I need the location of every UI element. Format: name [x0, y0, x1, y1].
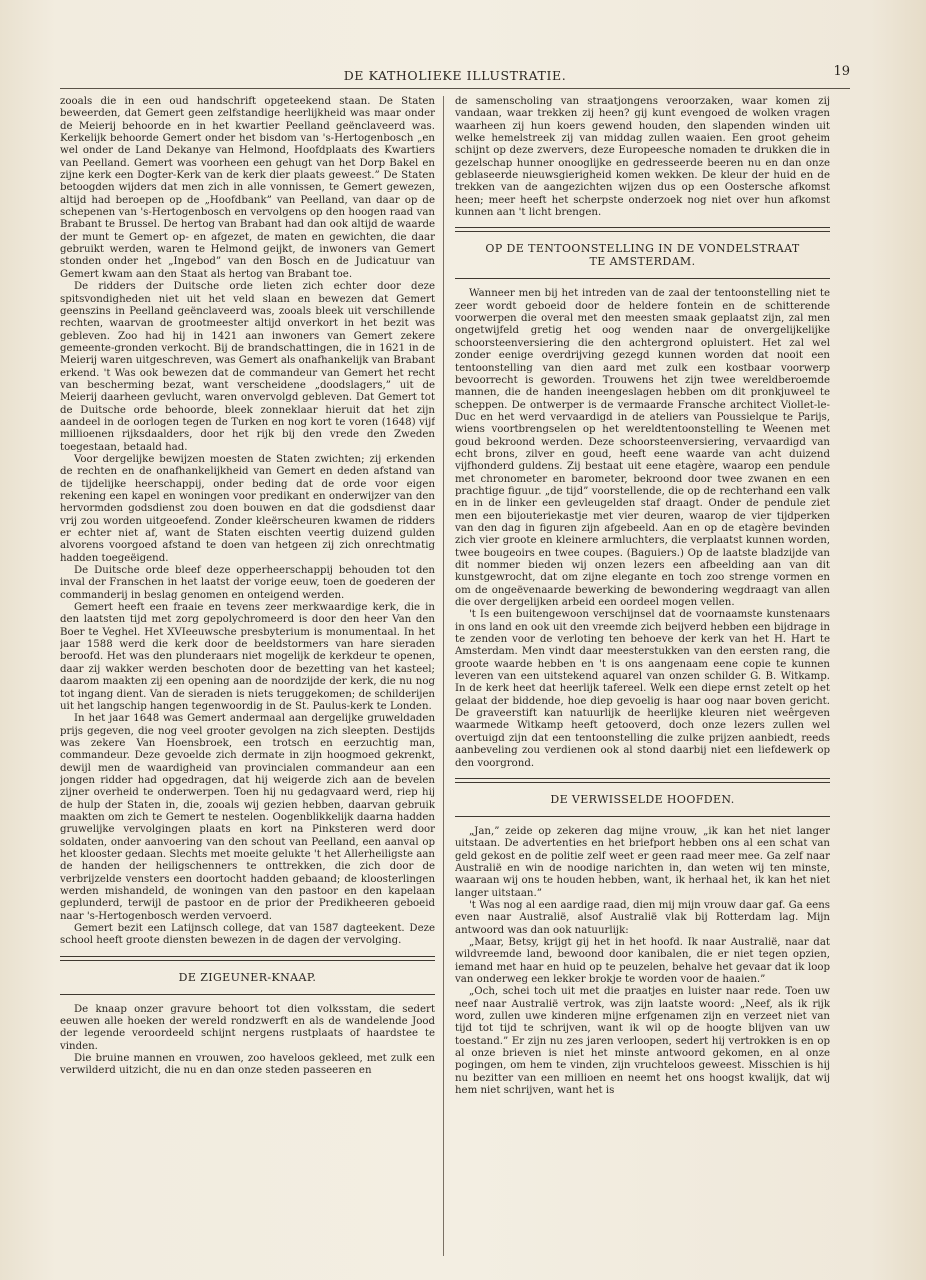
section-divider [60, 956, 435, 961]
gemert-paragraph-2: De ridders der Duitsche orde lieten zich echter door deze spitsvondigheden niet uit het veld slaan en bewezen dat Gemert geenszins in Peelland geënclaveerd was, zooals bleek uit verschillende rechten, waarvan de grootmeester altijd onverkort in het bezit was gebleven. Zoo had hij in 1421 aan inwoners van Gemert zekere gemeente-gronden verkocht. Bij de brandschattingen, die in 1621 in de Meierij waren uitgeschreven, was Gemert als onafhankelijk van Brabant erkend. 't Was ook bewezen dat de commandeur van Gemert het recht van bescherming bezat, want verscheidene „doodslagers,” uit de Meierij daarheen gevlucht, waren onvervolgd gebleven. Dat Gemert tot de Duitsche orde behoorde, bleek zonneklaar hieruit dat het zijn aandeel in de oorlogen tegen de Turken en nog kort te voren (1648) vijf millioenen rijksdaalders, door het rijk bij den vrede den Zweden toegestaan, betaald had. [60, 281, 435, 453]
heading-rule [455, 816, 830, 817]
verwisselde-paragraph-4: „Och, schei toch uit met die praatjes en luister naar rede. Toen uw neef naar Australië vertrok, was zijn laatste woord: „Neef, als ik rijk word, zullen uwe kinderen mijne erfgenamen zijn en verzeet niet van tijd tot tijd te schrijven, want ik wil op de hoogte blijven van uw toestand.” Er zijn nu zes jaren verloopen, sedert hij vertrokken is en op al onze brieven is niet het minste antwoord gekomen, en al onze pogingen, om hem te vinden, zijn vruchteloos geweest. Misschien is hij nu bezitter van een millioen en neemt het ons hoogst kwalijk, dat wij hem niet schrijven, want het is [455, 986, 830, 1097]
gemert-paragraph-3: Voor dergelijke bewijzen moesten de Staten zwichten; zij erkenden de rechten en de onafhankelijkheid van Gemert en deden afstand van de tijdelijke heerschappij, onder beding dat de orde voor eigen rekening een kapel en woningen voor predikant en onderwijzer van den hervormden godsdienst zou doen bouwen en dat die godsdienst daar vrij zou worden uitgeoefend. Zonder kleërscheuren kwamen de ridders er echter niet af, want de Staten eischten veertig duizend gulden alvorens voorgoed afstand te doen van hetgeen zij zich onrechtmatig hadden toegeëigend. [60, 453, 435, 564]
heading-rule [60, 994, 435, 995]
gemert-paragraph-5: Gemert heeft een fraaie en tevens zeer merkwaardige kerk, die in den laatsten tijd met zorg gepolychromeerd is door den heer Van den Boer te Veghel. Het XVIeeuwsche presbyterium is monumentaal. In het jaar 1588 werd die kerk door de beeldstormers van hare sieraden beroofd. Het was den plunderaars niet mogelijk de kerkdeur te openen, daar zij wakker werden beschoten door de bezetting van het kasteel; daarom maakten zij een opening aan de noordzijde der kerk, die nu nog tot ingang dient. Van de sieraden is niets teruggekomen; de schilderijen uit het langschip hangen tegenwoordig in de St. Paulus-kerk te Londen. [60, 602, 435, 712]
section-divider [455, 227, 830, 232]
gemert-paragraph-1: zooals die in een oud handschrift opgeteekend staan. De Staten beweerden, dat Gemert geen zelfstandige heerlijkheid was maar onder de Meierij behoorde en in het kwartier Peelland geënclaveerd was. Kerkelijk behoorde Gemert onder het bisdom van 's-Hertogenbosch „en wel onder de Land Dekanye van Helmond, Hoofdplaats des Kwartiers van Peelland. Gemert was voorheen een gehugt van het Dorp Bakel en zijne kerk een Dogter-Kerk van de kerk dier plaats geweest.” De Staten betoogden wijders dat men zich in alle vonnissen, te Gemert gewezen, altijd had beroepen op de „Hoofdbank” van Peelland, van daar op de schepenen van 's-Hertogenbosch en vervolgens op den hoogen raad van Brabant te Brussel. De hertog van Brabant had dan ook altijd de waarde der munt te Gemert op- en afgezet, de maten en gewichten, die daar gebruikt werden, waren te Helmond geijkt, de inwoners van Gemert stonden onder het „Ingebod” van den Bosch en de Judicatuur van Gemert kwam aan den Staat als hertog van Brabant toe. [60, 96, 435, 280]
tentoonstelling-heading-line-2: TE AMSTERDAM. [589, 255, 696, 269]
gemert-paragraph-4: De Duitsche orde bleef deze opperheerschappij behouden tot den inval der Franschen in het laatst der vorige eeuw, toen de goederen der commanderij in beslag genomen en onteigend werden. [60, 565, 435, 601]
left-column [60, 96, 435, 1266]
zigeuner-continuation: de samenscholing van straatjongens veroorzaken, waar komen zij vandaan, waar trekken zij heen? gij kunt evengoed de wolken vragen waarheen zij hun koers gewend houden, den slapenden winden uit welke hemelstreek zij van middag zullen waaien. Een groot geheim schijnt op deze zwervers, deze Europeesche nomaden te drukken die in gezelschap hunner onooglijke en gedresseerde beeren nu en dan onze geblaseerde nieuwsgierigheid komen wekken. De kleur der huid en de trekken van de aangezichten wijzen dus op een Oostersche afkomst heen; meer heeft het scherpste onderzoek nog niet over hun afkomst kunnen aan 't licht brengen. [455, 96, 830, 219]
gemert-paragraph-6: In het jaar 1648 was Gemert andermaal aan dergelijke gruweldaden prijs gegeven, die nog veel grooter gevolgen na zich sleepten. Destijds was zekere Van Hoensbroek, een trotsch en eerzuchtig man, commandeur. Deze gevoelde zich dermate in zijn hoogmoed gekrenkt, dewijl men de waardigheid van provincialen commandeur aan een jongen ridder had opgedragen, dat hij weigerde zich aan de bevelen zijner overheid te onderwerpen. Toen hij nu gedagvaard werd, riep hij de hulp der Staten in, die, zooals wij gezien hebben, daarvan gebruik maakten om zich te Gemert te nestelen. Oogenblikkelijk daarna hadden gruwelijke vervolgingen plaats en kort na Pinksteren werd door soldaten, onder aanvoering van den schout van Peelland, een aanval op het klooster gedaan. Slechts met moeite gelukte 't het Allerheiligste aan de handen der heiligschenners te onttrekken, die zich door de verbrijzelde vensters een doortocht hadden gebaand; de kloosterlingen werden mishandeld, de woningen van den pastoor en den kapelaan geplunderd, terwijl de pastoor en de prior der Predikheeren geboeid naar 's-Hertogenbosch werden vervoerd. [60, 713, 435, 922]
tentoonstelling-paragraph-1: Wanneer men bij het intreden van de zaal der tentoonstelling niet te zeer wordt geboeid door de heldere fontein en de schitterende voorwerpen die overal met den meesten smaak geplaatst zijn, zal men ongetwijfeld gretig het oog wenden naar de onvergelijkelijke schoorsteenversiering die den achtergrond opluistert. Het zal wel zonder eenige overdrijving gezegd kunnen worden dat nooit een tentoonstelling van dien aard met zulk een kostbaar voorwerp bevoorrecht is geworden. Trouwens het zijn twee wereldberoemde mannen, die de handen ineengeslagen hebben om dit pronkjuweel te scheppen. De ontwerper is de vermaarde Fransche architect Viollet-le-Duc en het werd vervaardigd in de ateliers van Poussielque te Parijs, wiens voortbrengselen op het wereldtentoonstelling te Weenen met goud bekroond werden. Deze schoorsteenversiering, vervaardigd van echt brons, zilver en goud, heeft eene waarde van acht duizend vijfhonderd guldens. Zij bestaat uit eene etagère, waarop een pendule met chronometer en barometer, bekroond door twee zwanen en een prachtige figuur. „de tijd” voorstellende, die op de rechterhand een valk en in de linker een gevleugelden staf draagt. Onder de pendule ziet men een bijouteriekastje met vier deuren, waarop de vier tijdperken van den dag in figuren zijn afgebeeld. Aan en op de etagère bevinden zich vier groote en kleinere armluchters, die verplaatst kunnen worden, twee bougeoirs en twee coupes. (Baguiers.) Op de laatste bladzijde van dit nommer bieden wij onzen lezers een afbeelding aan van dit kunstgewrocht, dat om zijne elegante en toch zoo strenge vormen en om de ongeëvenaarde bewerking de bewondering wegdraagt van allen die over dergelijken arbeid een oordeel mogen vellen. [455, 288, 830, 609]
page-number: 19 [833, 64, 850, 79]
verwisselde-paragraph-1: „Jan,” zeide op zekeren dag mijne vrouw, „ik kan het niet langer uitstaan. De advertenties en het briefport hebben ons al een schat van geld gekost en de politie zelf weet er geen raad meer mee. Ga zelf naar Australië en win de noodige narichten in, dan weten wij ten minste, waaraan wij ons te houden hebben, want, ik herhaal het, ik kan het niet langer uitstaan.” [455, 825, 830, 899]
tentoonstelling-paragraph-2: 't Is een buitengewoon verschijnsel dat de voornaamste kunstenaars in ons land en ook uit den vreemde zich beijverd hebben een bijdrage in te zenden voor de verloting ten behoeve der kerk van het H. Hart te Amsterdam. Men vindt daar meesterstukken van den eersten rang, die groote waarde hebben en 't is ons aangenaam eene copie te kunnen leveren van een uitstekend aquarel van onzen schilder G. B. Witkamp. In de kerk heet dat heerlijk tafereel. Welk een diepe ernst zetelt op het gelaat der biddende, hoe diep gevoelig is haar oog naar boven gericht. De graveerstift kan natuurlijk de heerlijke kleuren niet weêrgeven waarmede Witkamp heeft getooverd, doch onze lezers zullen wel overtuigd zijn dat een tentoonstelling die zulke prijzen aanbiedt, reeds aanbeveling zou verdienen ook al stond daarbij niet een liefdewerk op den voorgrond. [455, 609, 830, 769]
tentoonstelling-heading-line-1: OP DE TENTOONSTELLING IN DE VONDELSTRAAT [485, 242, 800, 256]
zigeuner-paragraph-2: Die bruine mannen en vrouwen, zoo haveloos gekleed, met zulk een verwilderd uitzicht, die nu en dan onze steden passeeren en [60, 1053, 435, 1077]
column-divider [443, 96, 444, 1256]
verwisselde-heading: DE VERWISSELDE HOOFDEN. [550, 792, 735, 806]
zigeuner-heading: DE ZIGEUNER-KNAAP. [178, 970, 317, 984]
page-header [60, 64, 850, 89]
right-column [455, 96, 830, 1266]
heading-rule [455, 278, 830, 279]
gemert-paragraph-7: Gemert bezit een Latijnsch college, dat van 1587 dagteekent. Deze school heeft groote diensten bewezen in de dagen der vervolging. [60, 923, 435, 947]
zigeuner-paragraph-1: De knaap onzer gravure behoort tot dien volksstam, die sedert eeuwen alle hoeken der wereld rondzwerft en als de wandelende Jood der legende veroordeeld schijnt nergens rustplaats of haardstee te vinden. [60, 1003, 435, 1052]
section-divider [455, 778, 830, 783]
tentoonstelling-heading [455, 242, 830, 268]
verwisselde-paragraph-3: „Maar, Betsy, krijgt gij het in het hoofd. Ik naar Australië, naar dat wildvreemde land, bewoond door kanibalen, die er niet tegen opzien, iemand met haar en huid op te peuzelen, behalve het gevaar dat ik loop van onderweg een lekker brokje te worden voor de haaien.” [455, 936, 830, 985]
publication-title: DE KATHOLIEKE ILLUSTRATIE. [343, 68, 567, 83]
verwisselde-paragraph-2: 't Was nog al een aardige raad, dien mij mijn vrouw daar gaf. Ga eens even naar Australië, alsof Australië vlak bij Rotterdam lag. Mijn antwoord was dan ook natuurlijk: [455, 899, 830, 936]
